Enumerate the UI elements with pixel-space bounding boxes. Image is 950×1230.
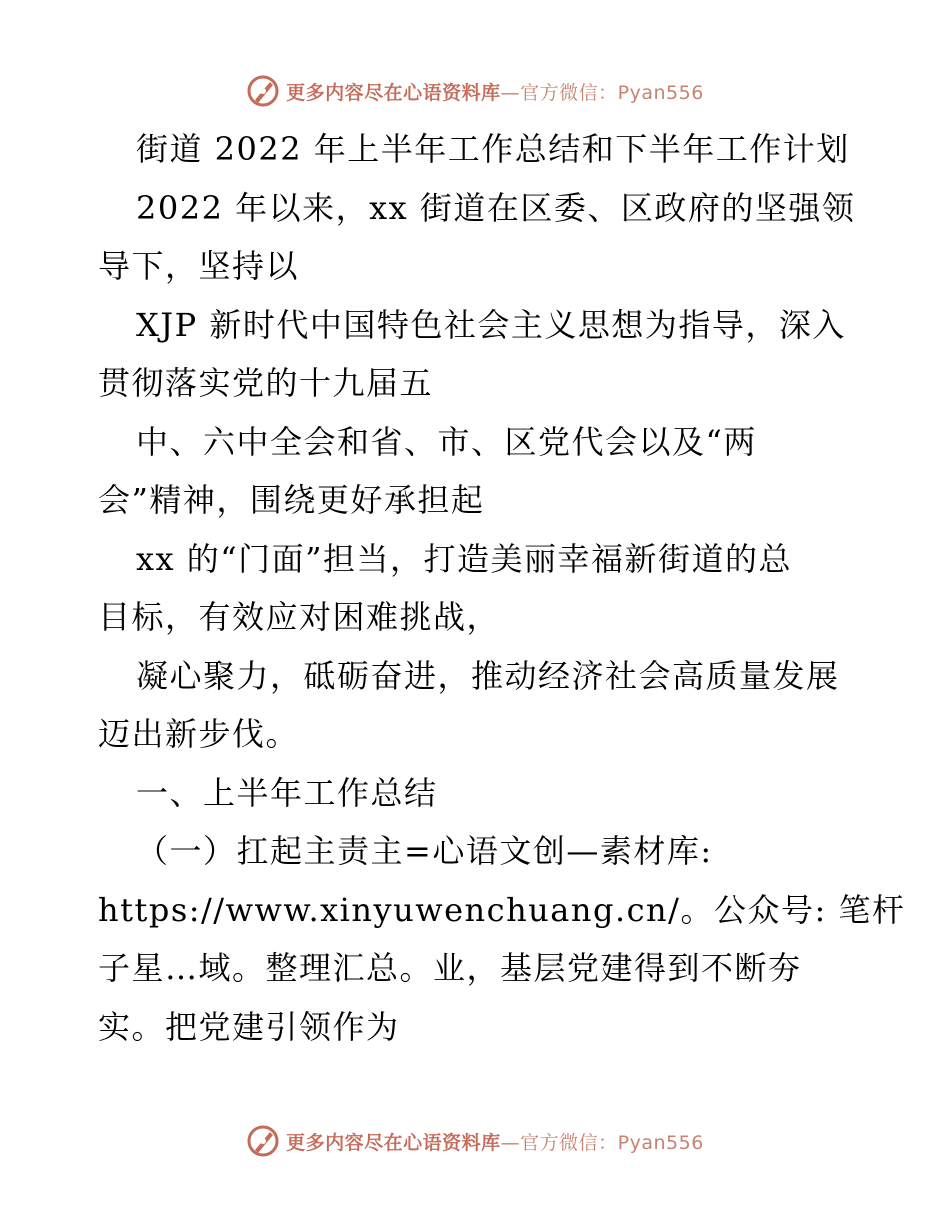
watermark-brand: 更多内容尽在心语资料库 (286, 81, 501, 104)
pen-logo-icon (246, 1124, 280, 1158)
paragraph-line: 中、六中全会和省、市、区党代会以及“两 (136, 422, 757, 461)
watermark-text (286, 78, 704, 105)
paragraph-line: 会”精神，围绕更好承担起 (98, 481, 485, 519)
watermark-text (286, 1128, 704, 1155)
paragraph-line: 目标，有效应对困难挑战， (98, 598, 501, 636)
document-body (98, 120, 906, 1056)
paragraph-line: 导下，坚持以 (98, 247, 300, 285)
pen-logo-icon (246, 74, 280, 108)
paragraph-line: xx 的“门面”担当，打造美丽幸福新街道的总 (136, 539, 792, 578)
watermark-brand: 更多内容尽在心语资料库 (286, 1131, 501, 1154)
paragraph-line: https://www.xinyuwenchuang.cn/。公众号: 笔杆 (98, 890, 906, 929)
paragraph-line: 实。把党建引领作为 (98, 1007, 400, 1046)
document-title: 街道 2022 年上半年工作总结和下半年工作计划 (136, 130, 850, 168)
paragraph-line: XJP 新时代中国特色社会主义思想为指导，深入 (136, 305, 846, 344)
section-heading: 一、上半年工作总结 (136, 773, 438, 812)
watermark-header (0, 71, 950, 111)
watermark-footer (0, 1121, 950, 1161)
paragraph-line: 贯彻落实党的十九届五 (98, 364, 434, 402)
paragraph-line: 子星…域。整理汇总。业，基层党建得到不断夯 (98, 949, 802, 987)
paragraph-line: 迈出新步伐。 (98, 715, 300, 753)
subsection-heading: （一）扛起主责主=心语文创—素材库: (136, 832, 713, 870)
paragraph-line: 凝心聚力，砥砺奋进，推动经济社会高质量发展 (136, 656, 840, 695)
watermark-contact: —官方微信：Pyan556 (500, 81, 704, 104)
paragraph-line: 2022 年以来，xx 街道在区委、区政府的坚强领 (136, 188, 856, 227)
watermark-contact: —官方微信：Pyan556 (500, 1131, 704, 1154)
